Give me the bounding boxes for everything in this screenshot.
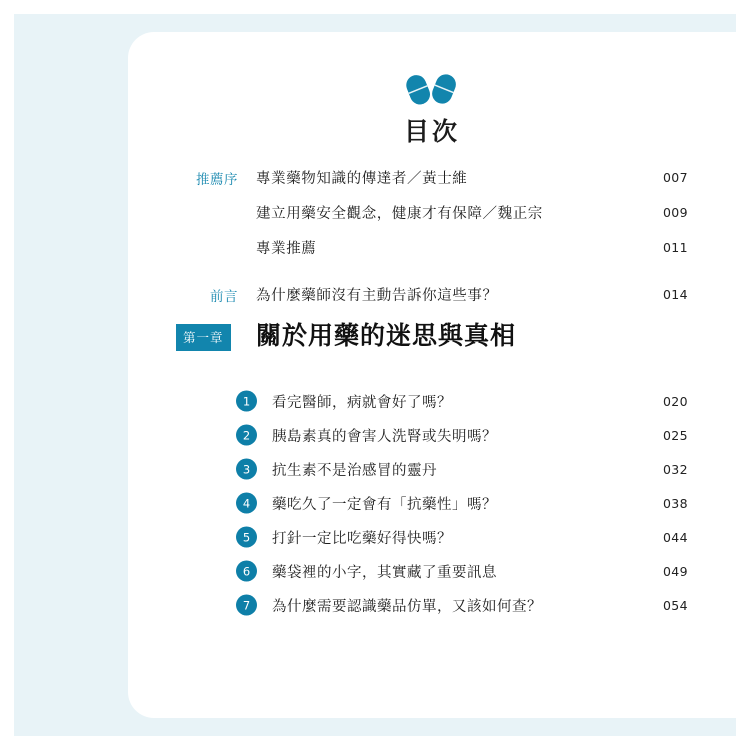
front-matter-page: 011 — [662, 240, 688, 255]
list-item[interactable] — [176, 195, 688, 230]
entry-page: 054 — [662, 597, 688, 613]
entry-number: 1 — [236, 391, 257, 412]
front-matter-page: 007 — [662, 170, 688, 185]
front-matter-page: 014 — [662, 287, 688, 302]
chapter-badge: 第一章 — [176, 324, 231, 351]
list-item[interactable] — [176, 277, 688, 312]
front-matter-page: 009 — [662, 205, 688, 220]
list-item[interactable] — [176, 384, 688, 418]
page-title: 目次 — [403, 117, 460, 146]
entry-number: 3 — [236, 459, 257, 480]
entry-page: 044 — [662, 529, 688, 545]
list-item[interactable] — [176, 160, 688, 195]
front-matter-tag: 前言 — [210, 288, 238, 305]
front-matter-label: 專業推薦 — [256, 241, 317, 257]
entry-number: 4 — [236, 493, 257, 514]
list-item[interactable] — [176, 588, 688, 622]
entry-number: 6 — [236, 561, 257, 582]
chapter-entry-list — [176, 384, 688, 622]
front-matter-label: 為什麼藥師沒有主動告訴你這些事？ — [256, 288, 498, 304]
entry-page: 038 — [662, 495, 688, 511]
entry-page: 032 — [662, 461, 688, 477]
entry-number: 7 — [236, 595, 257, 616]
entry-label: 胰島素真的會害人洗腎或失明嗎？ — [272, 428, 497, 445]
entry-label: 為什麼需要認識藥品仿單，又該如何查？ — [272, 598, 542, 615]
front-matter-tag: 推薦序 — [196, 171, 238, 188]
entry-page: 020 — [662, 393, 688, 409]
list-item[interactable] — [176, 520, 688, 554]
chapter-header — [176, 320, 688, 354]
entry-label: 藥吃久了一定會有「抗藥性」嗎？ — [272, 496, 497, 513]
entry-page: 025 — [662, 427, 688, 443]
entry-label: 抗生素不是治感冒的靈丹 — [272, 462, 437, 479]
front-matter-label: 專業藥物知識的傳達者／黃士維 — [256, 171, 468, 187]
entry-number: 5 — [236, 527, 257, 548]
list-item[interactable] — [176, 486, 688, 520]
chapter-title: 關於用藥的迷思與真相 — [256, 321, 517, 350]
entry-number: 2 — [236, 425, 257, 446]
toc-content — [128, 32, 736, 718]
front-matter-label: 建立用藥安全觀念，健康才有保障／魏正宗 — [256, 206, 543, 222]
entry-label: 藥袋裡的小字，其實藏了重要訊息 — [272, 564, 497, 581]
list-item[interactable] — [176, 418, 688, 452]
list-item[interactable] — [176, 554, 688, 588]
list-item[interactable] — [176, 452, 688, 486]
pills-icon — [404, 72, 460, 106]
entry-page: 049 — [662, 563, 688, 579]
entry-label: 看完醫師，病就會好了嗎？ — [272, 394, 452, 411]
entry-label: 打針一定比吃藥好得快嗎？ — [272, 530, 452, 547]
front-matter-list — [176, 160, 688, 312]
list-item[interactable] — [176, 230, 688, 265]
